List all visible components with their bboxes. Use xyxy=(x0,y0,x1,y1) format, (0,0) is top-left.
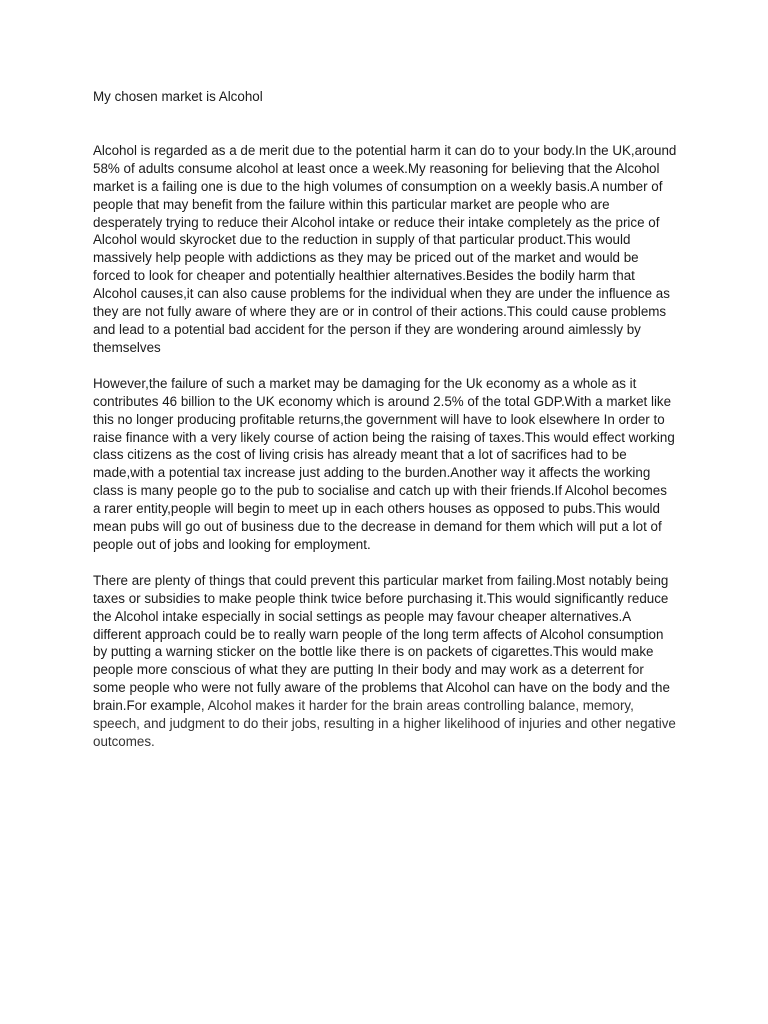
paragraph-3 xyxy=(93,572,678,751)
document-body xyxy=(93,88,678,769)
paragraph-3-text: There are plenty of things that could prevent this particular market from failing.Most notably being taxes or subsidies to make people think twice before purchasing it.This would significantly reduce the Alcohol intake especially in social settings as people may favour cheaper alternatives.A different approach could be to really warn people of the long term affects of Alcohol consumption by putting a warning sticker on the bottle like there is on packets of cigarettes.This would make people more conscious of what they are putting In their body and may work as a deterrent for some people who were not fully aware of the problems that Alcohol can have on the body and the brain.For example, xyxy=(93,572,670,714)
document-heading: My chosen market is Alcohol xyxy=(93,89,263,104)
paragraph-3-quote: Alcohol makes it harder for the brain areas controlling balance, memory, speech, and judgment to do their jobs, resulting in a higher likelihood of injuries and other negative outcomes. xyxy=(93,698,676,749)
paragraph-2: However,the failure of such a market may be damaging for the Uk economy as a whole as it contributes 46 billion to the UK economy which is around 2.5% of the total GDP.With a market like this no longer producing profitable returns,the government will have to look elsewhere In order to raise finance with a very likely course of action being the raising of taxes.This would effect working class citizens as the cost of living crisis has already meant that a lot of sacrifices had to be made,with a potential tax increase just adding to the burden.Another way it affects the working class is many people go to the pub to socialise and catch up with their friends.If Alcohol becomes a rarer entity,people will begin to meet up in each others houses as opposed to pubs.This would mean pubs will go out of business due to the decrease in demand for them which will put a lot of people out of jobs and looking for employment. xyxy=(93,375,675,552)
paragraph-1: Alcohol is regarded as a de merit due to the potential harm it can do to your body.In the UK,around 58% of adults consume alcohol at least once a week.My reasoning for believing that the Alcohol market is a failing one is due to the high volumes of consumption on a weekly basis.A number of people that may benefit from the failure within this particular market are people who are desperately trying to reduce their Alcohol intake or reduce their intake completely as the price of Alcohol would skyrocket due to the reduction in supply of that particular product.This would massively help people with addictions as they may be priced out of the market and would be forced to look for cheaper and potentially healthier alternatives.Besides the bodily harm that Alcohol causes,it can also cause problems for the individual when they are under the influence as they are not fully aware of where they are or in control of their actions.This could cause problems and lead to a potential bad accident for the person if they are wondering around aimlessly by themselves xyxy=(93,142,677,355)
